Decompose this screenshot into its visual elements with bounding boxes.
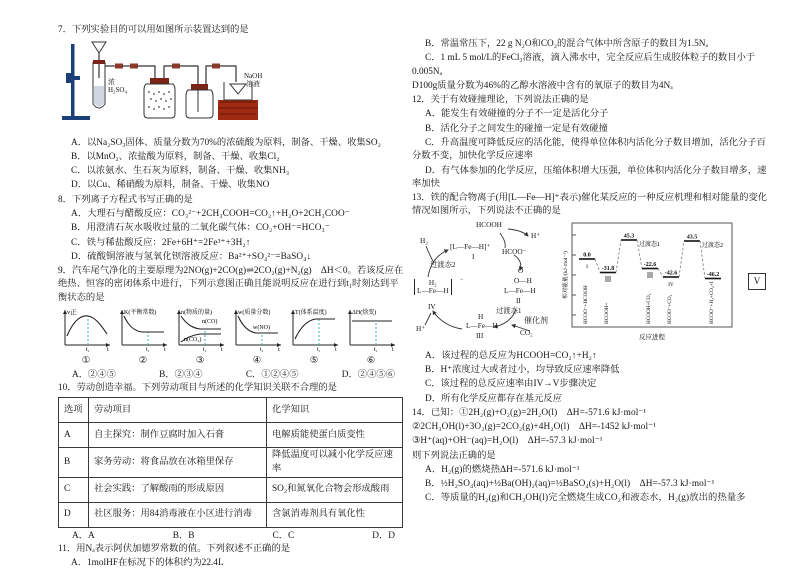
cell-opt: D	[59, 502, 89, 527]
q11-option-b: B．常温常压下，22 g N₂O和CO₂的混合气体中所含原子的数目为1.5Nₐ	[425, 39, 709, 49]
stand-base	[62, 116, 90, 120]
mini-graph-1	[58, 306, 114, 367]
q13-figures	[412, 221, 769, 349]
cycle-roman-IV: IV	[428, 301, 436, 311]
q13-stem: 13．铁的配合物离子(用[L—Fe—H]⁺表示)催化某反应的一种反应机理和相对能量的变化情况如图所示，下列说法不正确的是	[412, 193, 768, 217]
boxed-v-label: V	[748, 273, 766, 290]
curve	[124, 316, 164, 332]
cell-project: 家务劳动：将食品放在冰箱里保存	[89, 448, 267, 478]
q14-stem: 则下列说法正确的是	[412, 450, 496, 461]
cycle-catalyst: 催化剂	[524, 315, 548, 325]
cell-project: 自主探究：制作豆腐时加入石膏	[89, 423, 267, 448]
curve-label-nco: n(CO)	[202, 318, 218, 325]
q12-stem: 12．关于有效碰撞理论，下列说法正确的是	[412, 95, 589, 106]
cell-knowledge: SO₂和氮氧化合物会形成酸雨	[267, 477, 403, 502]
test-tube-liquid	[94, 86, 104, 107]
energy-profile-chart	[556, 221, 746, 347]
t1-label: t₁	[86, 346, 90, 353]
mini-graph-3	[172, 306, 228, 367]
roman-III-box	[647, 272, 653, 278]
q9-option-b: B．②③④	[159, 369, 203, 380]
q12-option-d: D．有气体参加的化学反应，压缩体积增大压强，单位体积内活化分子数目增多，速率加快	[412, 165, 767, 189]
iv-lfeh: L—Fe—H	[417, 285, 449, 295]
graph-number: ③	[195, 356, 205, 367]
cycle-roman-I: I	[472, 251, 475, 261]
cell-project: 社会实践：了解酸雨的形成原因	[89, 477, 267, 502]
energy-ylabel: 相对能量/(kJ·mol⁻¹)	[563, 250, 569, 299]
svg-text:-31.8: -31.8	[601, 265, 615, 272]
cycle-roman-II: II	[516, 295, 521, 305]
iv-charge: −	[460, 276, 464, 283]
table-header-row	[59, 398, 403, 423]
svg-text:HCOOH+CO₂: HCOOH+CO₂	[646, 293, 652, 324]
q13-option-d: D．所有化学反应都存在基元反应	[425, 393, 562, 404]
q11-stem: 11．用Nₐ表示阿伏加德罗常数的值。下列叙述不正确的是	[58, 544, 291, 555]
t-label: t	[335, 346, 337, 353]
graph-ylabel: n(物质的量)	[181, 309, 212, 316]
svg-text:HCOOH+: HCOOH+	[604, 302, 610, 324]
q7-option-d: D．以Cu、稀硝酸为原料，制备、干燥、收集NO	[71, 180, 270, 191]
acid-label-2: H₂SO₄	[108, 86, 127, 95]
cycle-ts2: 过渡态2	[430, 259, 456, 269]
q10-stem: 10．劳动创造幸福。下列劳动项目与所述的化学知识关联不合理的是	[58, 383, 337, 393]
graph-ylabel: T(体系温度)	[295, 309, 327, 316]
graph-number: ⑤	[309, 356, 319, 367]
q9-stem: 9．汽车尾气净化的主要原理为2NO(g)+2CO(g)⇌2CO₂(g)+N₂(g) ΔH＜0。若该反应在绝热、恒容的密闭体系中进行，下列示意图正确且能说明反应在进行到t₁时刻达到平衡状态的是	[58, 266, 404, 303]
cycle-species-III: L—Fe—H	[466, 320, 498, 330]
cycle-species-I: [L—Fe—H]⁺	[450, 241, 491, 251]
q8-option-b: B．用澄清石灰水吸收过量的二氧化碳气体：CO₂+OH⁻=HCO₃⁻	[71, 223, 330, 234]
t-label: t	[221, 346, 223, 353]
header-option: 选项	[59, 398, 89, 423]
cycle-h-plus-bottom: H⁺	[416, 323, 426, 333]
connector	[115, 64, 123, 69]
q8-option-d: D．硫酸铜溶液与氢氧化钡溶液反应：Ba²⁺+SO₄²⁻=BaSO₄↓	[71, 251, 312, 262]
table-row	[59, 502, 403, 527]
svg-text:0.0: 0.0	[583, 252, 591, 259]
arrow-hcooh-to-hplus	[508, 229, 528, 236]
arrow-hcooh-to-hcoo	[500, 233, 505, 248]
svg-text:43.5: 43.5	[686, 234, 698, 241]
cell-knowledge: 电解质能使蛋白质变性	[267, 423, 403, 448]
cell-knowledge: 降低温度可以减小化学反应速率	[267, 448, 403, 478]
roman-I: I	[586, 263, 588, 270]
q7-option-c: C．以浓氨水、生石灰为原料，制备、干燥、收集NH₃	[71, 166, 290, 177]
svg-text:HCOO⁻+CO₂: HCOO⁻+CO₂	[667, 294, 673, 324]
graph-1-velocity	[58, 306, 114, 352]
cell-knowledge: 含氯消毒剂具有氧化性	[267, 502, 403, 527]
iv-h2: H₂	[428, 277, 437, 287]
graph-4-massfrac	[229, 306, 285, 352]
cycle-ii-o: O	[518, 265, 524, 275]
collection-bottle	[186, 90, 213, 118]
energy-xlabel: 反应进程	[639, 333, 665, 341]
svg-text:-22.6: -22.6	[643, 261, 657, 268]
q8-option-a: A．大理石与醋酸反应：CO₃²⁻+2CH₃COOH=CO₂↑+H₂O+2CH₃COO⁻	[71, 208, 350, 219]
svg-text:45.3: 45.3	[623, 233, 635, 240]
q11-option-a: A．1molHF在标况下的体积约为22.4L	[71, 558, 224, 569]
curve-label-wno: w(NO)	[253, 324, 270, 331]
q14-option-c: C．等质量的H₂(g)和CH₃OH(l)完全燃烧生成CO₂和液态水，H₂(g)放出的热量多	[425, 493, 746, 504]
bottle2-cap	[191, 84, 208, 90]
bottle1-bubbles	[148, 91, 172, 110]
svg-text:HCOO⁻+H₂+CO₂+I: HCOO⁻+H₂+CO₂+I	[709, 281, 715, 324]
table-row	[59, 477, 403, 502]
washing-bottle-1	[144, 84, 175, 118]
q14-option-a: A．H₂(g)的燃烧热ΔH=-571.6 kJ·mol⁻¹	[425, 464, 580, 475]
cycle-species-II: L—Fe—H	[504, 285, 536, 295]
graph-number: ①	[81, 356, 91, 367]
t1-label: t₁	[146, 346, 150, 353]
thistle-funnel	[92, 42, 106, 53]
curve	[67, 316, 107, 336]
naoh-label-1: NaOH	[244, 72, 263, 81]
cycle-hcoo: HCOO⁻	[502, 246, 527, 256]
t-label: t	[278, 346, 280, 353]
cycle-h-plus-top: H⁺	[531, 230, 541, 240]
cycle-h2: H₂	[420, 235, 428, 245]
t-label: t	[107, 346, 109, 353]
ts2-label: 过渡态2	[702, 242, 724, 249]
catalytic-cycle-diagram	[412, 221, 554, 349]
q14-known-3: ③H⁺(aq)+OH⁻(aq)=H₂O(l) ΔH=-57.3 kJ·mol⁻¹	[412, 436, 603, 447]
species-labels	[583, 281, 715, 324]
cell-project: 社区服务：用84消毒液在小区进行消毒	[89, 502, 267, 527]
cycle-ts1: 过渡态1	[496, 305, 522, 315]
left-column	[58, 24, 405, 572]
graph-ylabel: v正	[67, 308, 77, 316]
graph-2-K	[115, 306, 171, 352]
roman-IV: IV	[668, 281, 674, 288]
header-project: 劳动项目	[89, 398, 267, 423]
tube-stopper	[93, 60, 105, 64]
mini-graph-6	[343, 306, 399, 367]
naoh-label-2: 溶液	[246, 80, 260, 89]
red-block	[218, 100, 258, 120]
q13-option-b: B．H⁺浓度过大或者过小，均导致反应速率降低	[425, 364, 620, 375]
q12-option-a: A．能发生有效碰撞的分子不一定是活化分子	[425, 109, 609, 120]
q10-options-row	[58, 530, 405, 543]
q9-graph-row	[58, 306, 405, 367]
q10-table	[58, 397, 403, 528]
t1-label: t₁	[203, 346, 207, 353]
q14-known-2: ②2CH₃OH(l)+3O₂(g)=2CO₂(g)+4H₂O(l) ΔH=-1452 kJ·mol⁻¹	[412, 422, 657, 433]
stand-clamp-knob	[66, 73, 72, 83]
y-ticks	[572, 235, 576, 315]
connector	[212, 64, 220, 69]
arrow-hplus-in	[425, 313, 431, 325]
q8-option-c: C．铁与稀盐酸反应：2Fe+6H⁺=2Fe³⁺+3H₂↑	[71, 237, 251, 248]
graph-5-temperature	[286, 306, 342, 352]
mini-graph-2	[115, 306, 171, 367]
t1-label: t₁	[260, 346, 264, 353]
q11-option-d: D100g质量分数为46%的乙醇水溶液中含有的氧原子的数目为4Nₐ	[412, 80, 673, 91]
q10-option-a: A．A	[72, 530, 95, 541]
curve-label-nco2: n(CO₂)	[184, 336, 202, 343]
q10-option-b: B．B	[172, 530, 195, 541]
ts1-label: 过渡态1	[639, 241, 661, 248]
q7-stem: 7．下列实验目的可以用如图所示装置达到的是	[58, 25, 249, 35]
t-label: t	[392, 346, 394, 353]
header-knowledge: 化学知识	[267, 398, 403, 423]
energy-values	[583, 233, 719, 278]
q9-option-a: A．②④⑤	[72, 369, 116, 380]
arrow-III-to-IV	[433, 311, 462, 329]
q9-option-d: D．②④⑤⑥	[341, 369, 395, 380]
roman-II-box	[605, 276, 611, 282]
q7-option-b: B．以MnO₂、浓盐酸为原料，制备、干燥、收集Cl₂	[71, 151, 280, 162]
graph-number: ②	[138, 356, 148, 367]
q10-option-d: D．D	[372, 530, 395, 541]
graph-ylabel: w(质量分数)	[238, 309, 271, 316]
t1-label: t₁	[317, 346, 321, 353]
connector	[130, 64, 138, 69]
t-label: t	[164, 346, 166, 353]
graph-ylabel: K(平衡常数)	[124, 309, 157, 316]
table-row	[59, 423, 403, 448]
apparatus-illustration	[60, 38, 270, 130]
q9-option-c: C．①②④⑤	[245, 369, 299, 380]
curve	[295, 319, 335, 339]
q7-option-a: A．以Na₂SO₃固体、质量分数为70%的浓硫酸为原料，制备、干燥、收集SO₂	[71, 137, 381, 148]
bottle1-cap	[150, 78, 169, 84]
q13-option-c: C．该过程的总反应速率由IV→V步骤决定	[425, 379, 597, 390]
q12-option-c: C．升高温度可降低反应的活化能，使得单位体积内活化分子数目增加，活化分子百分数不变，加快化学反应速率	[412, 137, 766, 162]
svg-text:-46.2: -46.2	[706, 271, 720, 278]
cycle-roman-III: III	[476, 330, 484, 340]
table-row	[59, 448, 403, 478]
q8-stem: 8．下列离子方程式书写正确的是	[58, 194, 193, 205]
graph-number: ⑥	[366, 356, 376, 367]
cycle-ii-oh: O—H	[514, 275, 532, 285]
q14-option-b: B．½H₂SO₄(aq)+½Ba(OH)₂(aq)=½BaSO₄(s)+H₂O(l) ΔH=-57.3 kJ·mol⁻¹	[425, 479, 715, 490]
cycle-co2: CO₂	[520, 327, 533, 337]
cell-opt: C	[59, 477, 89, 502]
q12-option-b: B．活化分子之间发生的碰撞一定是有效碰撞	[425, 123, 608, 134]
mini-graph-5	[286, 306, 342, 367]
t1-label: t₁	[374, 346, 378, 353]
right-column	[412, 38, 769, 507]
cycle-species-IV	[414, 279, 452, 295]
mini-graph-4	[229, 306, 285, 367]
svg-text:-42.6: -42.6	[664, 270, 678, 277]
q10-option-c: C．C	[272, 530, 295, 541]
acid-label-1: 浓	[108, 78, 115, 87]
cell-opt: A	[59, 423, 89, 448]
graph-ylabel: ΔH(焓变)	[352, 309, 377, 316]
graph-3-moles	[172, 306, 228, 352]
q11-option-c: C．1 mL 5 mol/L的FeCl₃溶液，滴入沸水中，完全反应后生成胶体粒子的数目小于0.005Nₐ	[412, 53, 756, 77]
graph-number: ④	[252, 356, 262, 367]
q7-apparatus-figure	[60, 38, 405, 135]
q14-known-1: 14．已知：①2H₂(g)+O₂(g)=2H₂O(l) ΔH=-571.6 kJ·mol⁻¹	[412, 407, 647, 418]
q13-option-a: A．该过程的总反应为HCOOH=CO₂↑+H₂↑	[425, 350, 597, 361]
graph-6-enthalpy	[343, 306, 399, 352]
cycle-hcooh: HCOOH	[476, 219, 502, 229]
svg-text:HCOO⁻+HCOOH: HCOO⁻+HCOOH	[583, 284, 589, 324]
cell-opt: B	[59, 448, 89, 478]
connector	[172, 64, 180, 69]
cycle-iii-h: H	[478, 311, 484, 321]
q9-options-row	[58, 369, 405, 382]
